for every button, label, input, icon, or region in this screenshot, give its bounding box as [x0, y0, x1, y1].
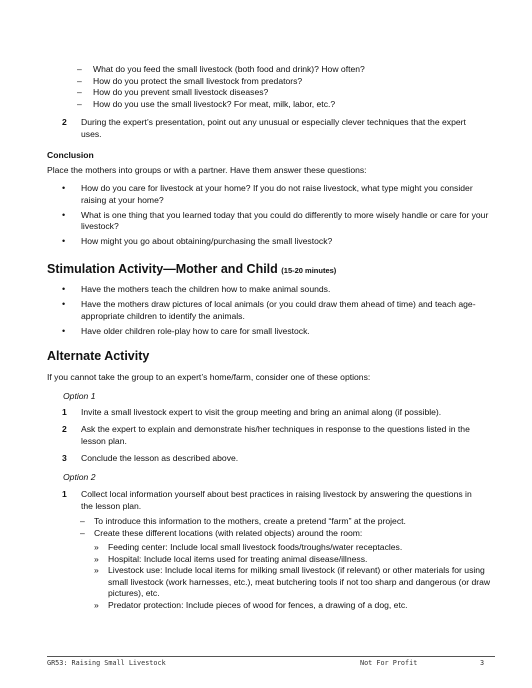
conclusion-intro: Place the mothers into groups or with a partner. Have them answer these questions:	[47, 165, 367, 175]
footer-divider	[47, 656, 495, 657]
list-item: – To introduce this information to the mothers, create a pretend “farm” at the project.	[80, 516, 406, 526]
locations-list	[94, 542, 494, 612]
option-1-label: Option 1	[63, 391, 96, 401]
option-1-step-2: 2 Ask the expert to explain and demonstrate his/her techniques in response to the questions listed in the lesson plan.	[62, 424, 470, 446]
list-item: » Livestock use: Include local items for milking small livestock (if relevant) or other materials for using small livestock (work harnesses, etc.), meat butchering tools if not too sharp and dangerous (or draw pictures), etc.	[94, 565, 491, 599]
stimulation-heading: Stimulation Activity—Mother and Child (15-20 minutes)	[47, 262, 337, 276]
option-2-label: Option 2	[63, 472, 96, 482]
list-item: • Have older children role-play how to care for small livestock.	[62, 325, 310, 336]
alternate-intro: If you cannot take the group to an expert’s home/farm, consider one of these options:	[47, 372, 371, 382]
option-2-dash-list	[80, 516, 490, 539]
option-1-step-3: 3 Conclude the lesson as described above.	[62, 453, 239, 463]
list-item: – How do you prevent small livestock diseases?	[77, 87, 269, 98]
question-list	[77, 64, 497, 110]
conclusion-bullets	[62, 183, 492, 251]
footer-center: Not For Profit	[360, 659, 418, 667]
list-item: » Feeding center: Include local small livestock foods/troughs/water receptacles.	[94, 542, 403, 552]
list-item: • How might you go about obtaining/purchasing the small livestock?	[62, 236, 333, 247]
list-item: • What is one thing that you learned today that you could do differently to more wisely handle or care for your livestock?	[62, 209, 489, 232]
list-item: » Hospital: Include local items used for treating animal disease/illness.	[94, 553, 368, 564]
alternate-heading: Alternate Activity	[47, 349, 150, 363]
list-item: • Have the mothers teach the children how to make animal sounds.	[62, 284, 331, 294]
list-item: – How do you protect the small livestock from predators?	[77, 75, 303, 86]
list-item: – What do you feed the small livestock (both food and drink)? How often?	[77, 64, 365, 74]
list-item: – How do you use the small livestock? For meat, milk, labor, etc.?	[77, 98, 336, 109]
conclusion-heading: Conclusion	[47, 150, 94, 160]
list-item: » Predator protection: Include pieces of wood for fences, a drawing of a dog, etc.	[94, 599, 408, 610]
list-item: • How do you care for livestock at your home? If you do not raise livestock, what type might you consider raising at your home?	[62, 183, 473, 205]
page-number: 3	[480, 659, 485, 667]
step-2: 2 During the expert’s presentation, point out any unusual or especially clever techniques that the expert uses.	[62, 117, 466, 139]
stimulation-bullets	[62, 284, 492, 341]
duration-label: (15-20 minutes)	[281, 266, 337, 275]
footer-title: GR53: Raising Small Livestock	[47, 659, 166, 667]
list-item: – Create these different locations (with related objects) around the room:	[80, 527, 363, 538]
list-item: • Have the mothers draw pictures of local animals (or you could draw them ahead of time) and teach age-appropriate children to identify the animals.	[62, 299, 476, 321]
option-2-step-1: 1 Collect local information yourself about best practices in raising livestock by answering the questions in the lesson plan.	[62, 489, 472, 511]
option-1-step-1: 1 Invite a small livestock expert to visit the group meeting and bring an animal along (if possible).	[62, 407, 442, 417]
